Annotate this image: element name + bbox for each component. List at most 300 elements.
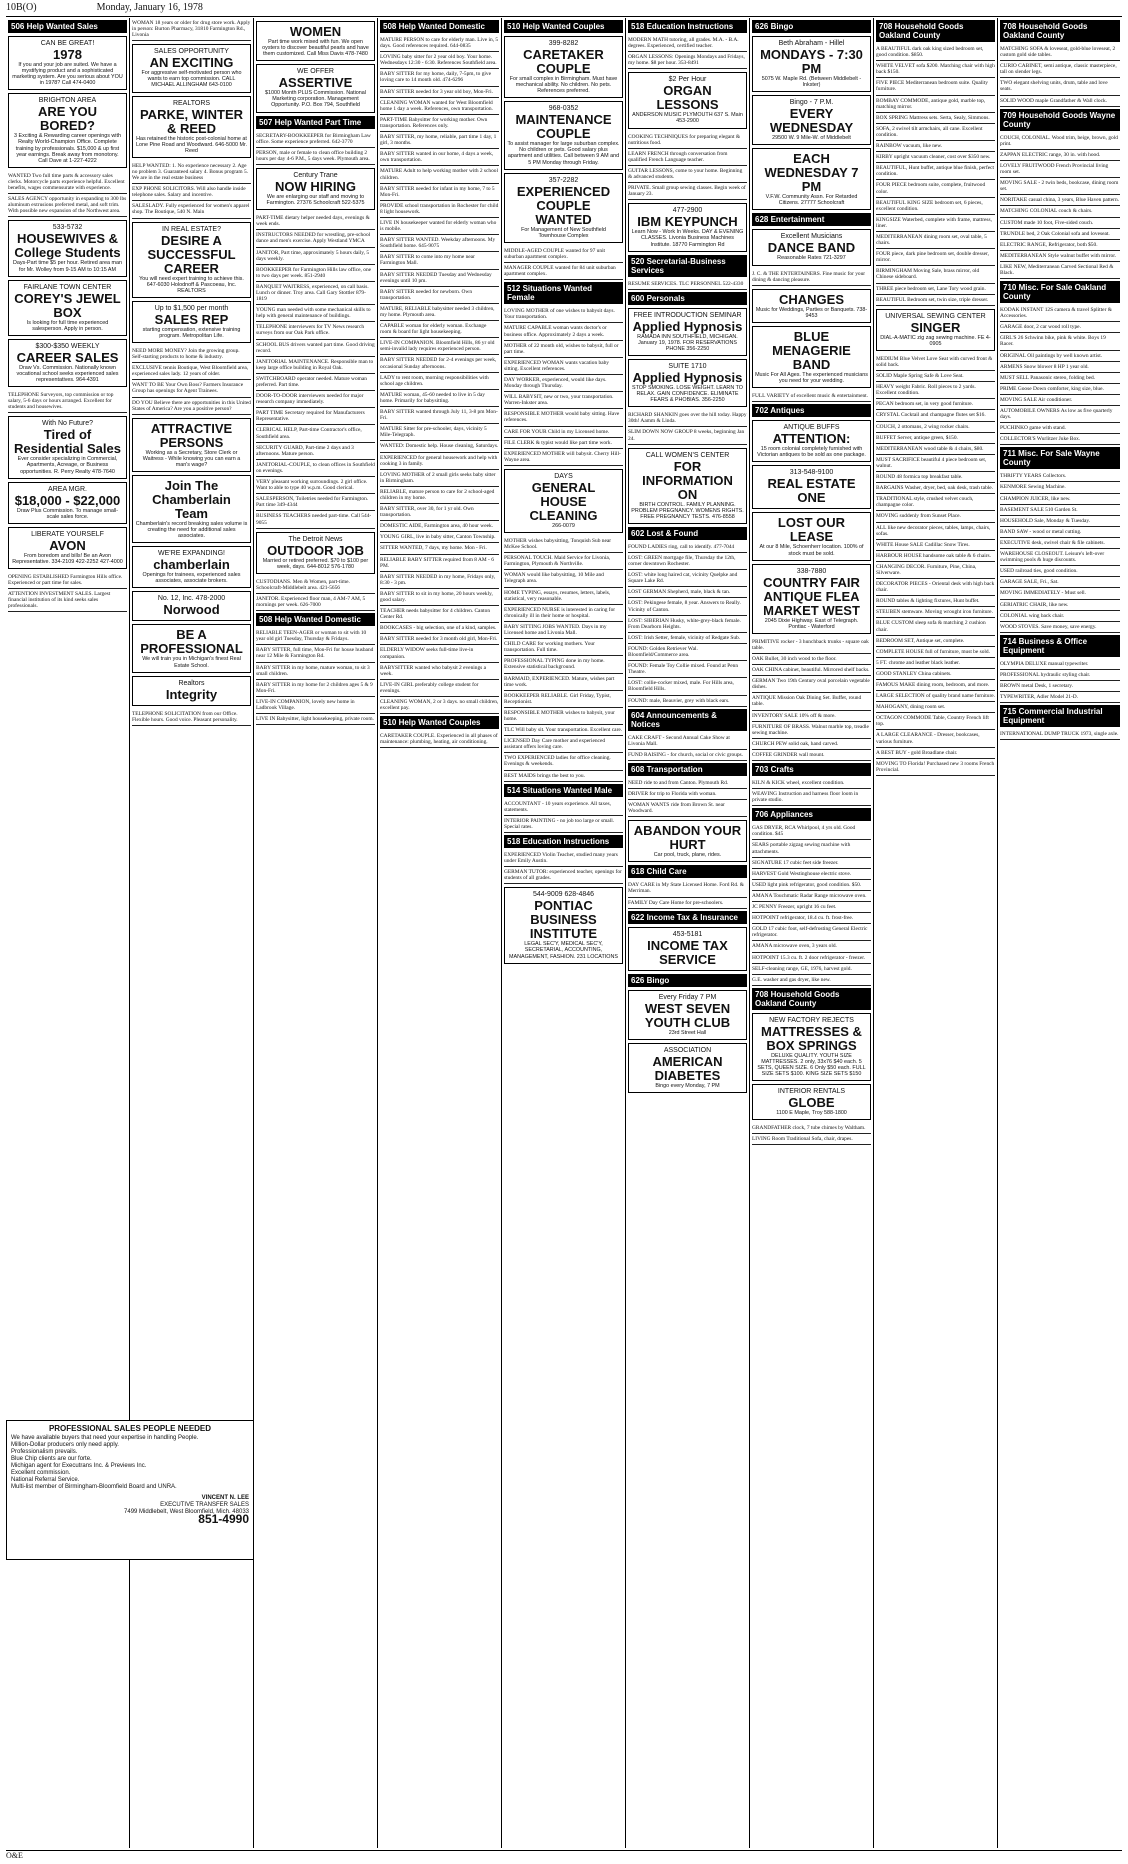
ad-text: LOVING MOTHER of 2 small girls seeks baby sitter in Birmingham. — [380, 471, 496, 484]
display-ad — [504, 101, 623, 169]
classified-ad — [876, 266, 995, 283]
section-header: 507 Help Wanted Part Time — [256, 116, 375, 129]
classified-ad — [628, 678, 747, 695]
ad-text: SALESLADY. Fully experienced for women's apparel shop. The Boutique, 540 N. Main — [132, 203, 250, 216]
classified-ad — [752, 1123, 871, 1134]
ad-text: HOTPOINT 15.3 cu. ft. 2 door refrigerator - freezer. — [752, 954, 866, 961]
classified-ad — [256, 511, 375, 528]
ad-text: EXECUTIVE desk, swivel chair & file cabinets. — [1000, 539, 1105, 546]
ad-text: FOUR piece, dark pine bedroom set, double dresser, mirror. — [876, 251, 989, 264]
ad-text: ROUND 48 formica top breakfast table. — [876, 474, 963, 481]
display-ad-subtitle: No. 12, Inc. 478-2000 — [157, 595, 226, 603]
classified-ad — [876, 647, 995, 658]
ad-text: LOST: Pekingese female, 8 year. Answers to Really. Vicinity of Canton. — [628, 600, 741, 613]
classified-ad — [876, 382, 995, 399]
ad-text: GOLD 17 cubic foot, self-defrosting General Electric refrigerator. — [752, 926, 868, 939]
display-ad — [628, 1043, 747, 1093]
classified-ad — [1000, 692, 1120, 703]
classified-ad — [256, 594, 375, 611]
display-ad-subtitle: REALTORS — [172, 99, 211, 107]
classified-ad — [628, 279, 747, 290]
classified-ad — [380, 87, 499, 98]
display-ad-body: V.F.W. Community Assn. For Retarded Citizens. 27777 Schoolcraft — [765, 194, 858, 207]
classified-ad — [752, 869, 871, 880]
ad-text: GIRL'S 26 Schwinn bike, pink & white. Boys 19 Racer. — [1000, 335, 1106, 348]
classified-ad — [8, 194, 127, 217]
classified-ad — [752, 891, 871, 902]
display-ad-body: Working as a Secretary, Store Clerk or Waitress - While knowing you can earn a man's wage? — [142, 449, 241, 468]
classified-ad — [256, 628, 375, 645]
display-ad-body: Draw Vs. Commission. Nationally known vocational school seeks experienced sales representatives. 964-4391 — [16, 364, 119, 383]
classified-ad — [1000, 161, 1120, 178]
classified-ad — [380, 218, 499, 235]
display-ad-title: ASSERTIVE — [278, 75, 353, 91]
display-ad — [256, 168, 375, 210]
ad-text: LEARN FRENCH through conversation from qualified French Language teacher. — [628, 150, 728, 163]
ad-text: G.E. washer and gas dryer, like new. — [752, 976, 831, 983]
classified-ad — [752, 880, 871, 891]
ad-text: PERSON, male or female to clean office building 2 hours per day 4-6 P.M., 5 days week. Plymouth area. — [256, 149, 370, 162]
display-ad-body: Has retained the historic post-colonial home at Lone Pine Road and Woodward. 646-5000 Mr. Reed — [135, 135, 248, 154]
ad-text: CARE FOR YOUR Child in my Licensed home. — [504, 428, 610, 435]
ad-text: ANTIQUE Mission Oak Dining Set. Buffet, round table. — [752, 695, 862, 708]
classified-ad — [752, 665, 871, 676]
classified-ad — [256, 714, 375, 725]
classified-ad — [1000, 395, 1120, 406]
display-ad-body: DELUXE QUALITY. YOUTH SIZE MATTRESSES. 2 only, 33x76 $40 each. 5 SETS, QUEEN SIZE. 6 Only $50 each. FULL SIZE SETS $100. KING SIZE SETS $150 — [757, 1052, 866, 1078]
section-header: 508 Help Wanted Domestic — [256, 613, 375, 626]
ad-text: SLIM DOWN NOW GROUP 8 weeks, beginning Jan 24. — [628, 429, 745, 442]
display-ad-title: Join The Chamberlain Team — [152, 478, 231, 521]
display-ad-body: Bingo every Monday, 7 PM — [655, 1082, 720, 1089]
ad-text: BABYSITTER wanted who babysit 2 evenings a week. — [380, 664, 487, 677]
ad-text: MANAGER COUPLE wanted for 84 unit suburban apartment complex. — [504, 265, 616, 278]
ad-text: MATURE Sitter for pre-schooler, days, vicinity 5 Mile-Telegraph. — [380, 426, 487, 439]
display-ad-body: You will need expert training to achieve this. 647-6030 Holodnoff & Pascoeau, Inc. REALTORS — [139, 275, 244, 294]
ad-text: TELEPHONE SOLICITATION from our Office. Flexible hours. Good voice. Pleasant personality. — [132, 710, 238, 723]
classified-ad — [1000, 494, 1120, 505]
classified-ad — [876, 607, 995, 618]
ad-text: HARVEST Gold Westinghouse electric stove. — [752, 870, 852, 877]
classified-ad — [1000, 549, 1120, 566]
display-ad — [628, 990, 747, 1040]
classified-ad — [628, 132, 747, 149]
classified-ad — [752, 789, 871, 806]
display-ad — [504, 36, 623, 98]
ad-text: PROVIDE school transportation in Rochester for child 8 light housework. — [380, 202, 499, 215]
section-header: 708 Household Goods Oakland County — [1000, 20, 1120, 42]
ad-text: BABY SITTER to sit in my home, 20 hours weekly, good salary. — [380, 590, 493, 603]
section-header: 708 Household Goods Oakland County — [876, 20, 995, 42]
display-ad — [628, 820, 747, 862]
ad-text: BABY SITTER, over 30, for 1 yr old. Own transportation. — [380, 506, 474, 519]
classified-ad — [876, 455, 995, 472]
classified-ad — [876, 483, 995, 494]
ad-text: WOOD STOVES. Save money, save energy. — [1000, 623, 1097, 630]
ad-text: LIVING Room Traditional Sofa, chair, drapes. — [752, 1136, 853, 1143]
ad-text: BEAUTIFUL KING SIZE bedroom set, 6 pieces, excellent condition. — [876, 199, 983, 212]
classified-ad — [1000, 384, 1120, 395]
section-header: 518 Education Instructions — [504, 835, 623, 848]
ad-bullet: Michigan agent for Executrans Inc. & Previews Inc. — [11, 1463, 147, 1469]
ad-text: FURNITURE OF BRASS. Walnut marble top, treadle sewing machine. — [752, 723, 869, 736]
display-ad — [132, 418, 251, 472]
display-ad-title: SINGER — [910, 319, 961, 335]
ad-text: MOTHER wishes babysitting, Tonquish Sub near McKee School. — [504, 538, 612, 551]
classified-ad — [1000, 305, 1120, 322]
classified-ad — [380, 606, 499, 623]
display-ad-subtitle: Bingo - 7 P.M. — [789, 99, 834, 107]
ad-text: BEDROOM SET, Antique set, complete. — [876, 637, 965, 644]
display-ad-title: DANCE BAND — [767, 240, 856, 256]
classified-ad — [1000, 611, 1120, 622]
ad-text: PRIMITIVE rocker - 3 hunchback trunks - square oak table. — [752, 638, 869, 651]
classified-ad — [504, 536, 623, 553]
classified-ad — [380, 355, 499, 372]
ad-text: EXPERIENCED WOMAN wants vacation baby sitting. Excellent references. — [504, 359, 610, 372]
classified-ad — [504, 656, 623, 673]
classified-ad — [132, 363, 251, 380]
section-header: 702 Antiques — [752, 404, 871, 417]
classified-ad — [628, 733, 747, 750]
ad-text: MUST SACRIFICE beautiful 4 piece bedroom set, walnut. — [876, 456, 987, 469]
section-header: 618 Child Care — [628, 865, 747, 878]
ad-text: MATURE CAPABLE woman wants doctor's or business office. Approximately 2 days a week. — [504, 325, 607, 338]
classified-ad — [380, 504, 499, 521]
display-ad-subtitle: CAN BE GREAT! — [40, 40, 95, 47]
display-ad-body: 15 room colonial completely furnished with Victorian antiques to be sold as one package. — [757, 446, 866, 459]
display-ad-subtitle: BRIGHTON AREA — [38, 97, 97, 105]
classified-ad — [876, 141, 995, 152]
display-ad — [752, 289, 871, 323]
classified-ad — [752, 902, 871, 913]
ad-text: A BEAUTIFUL dark oak king sized bedroom set, good condition. $850. — [876, 46, 984, 59]
classified-ad — [380, 663, 499, 680]
classified-ad — [628, 149, 747, 166]
display-ad-subtitle: 453-5181 — [672, 930, 703, 938]
ad-text: BOOKCASES - big selection, one of a kind, samples. — [380, 625, 497, 632]
classified-ad — [628, 898, 747, 909]
classified-ad — [876, 232, 995, 249]
ad-text: SOLID WOOD maple Grandfather & Wall clock. — [1000, 97, 1107, 104]
display-ad-title: WOMEN — [289, 24, 342, 39]
ad-text: CRYSTAL Cocktail and champagne flutes set $16. — [876, 412, 986, 419]
classified-ad — [256, 322, 375, 339]
classified-ad — [1000, 333, 1120, 350]
classified-ad — [132, 184, 251, 201]
ad-text: MIDDLE-AGED COUPLE wanted for 97 unit suburban apartment complex. — [504, 247, 606, 260]
display-ad-body: Car pool, truck, plane, rides. — [653, 852, 722, 859]
ad-text: INTERNATIONAL DUMP TRUCK 1973, single axle. — [1000, 731, 1119, 738]
ad-text: KENMORE Sewing Machine. — [1000, 484, 1066, 491]
ad-text: LOST: collie-cocker mixed, male. For Hills area, Bloomfield Hills. — [628, 680, 734, 693]
display-ad-body: Married or retired preferred. $70 to $100 per week, days. 644-8012 576-1780 — [262, 557, 369, 570]
display-ad-title: Applied Hypnosis — [632, 318, 743, 334]
section-header: 600 Personals — [628, 292, 747, 305]
classified-ad — [1000, 434, 1120, 445]
ad-text: BABY SITTER in my home, mature woman, to sit 3 small children. — [256, 664, 370, 677]
ad-text: TYPEWRITER, Adler Model 21-D. — [1000, 694, 1079, 701]
classified-ad — [1000, 206, 1120, 217]
classified-ad — [752, 722, 871, 739]
ad-text: HOUSEHOLD Sale, Monday & Tuesday. — [1000, 517, 1091, 524]
ad-text: LIVE IN Babysitter, light housekeeping, private room. — [256, 716, 374, 723]
display-ad-title: EACH WEDNESDAY 7 PM — [764, 151, 859, 195]
ad-text: MOTHER of 22 month old, wishes to babysit, full or part time. — [504, 342, 619, 355]
classified-ad — [504, 605, 623, 622]
classified-ad — [1000, 61, 1120, 78]
display-ad-subtitle: $300-$350 WEEKLY — [35, 342, 100, 350]
column-2 — [130, 18, 254, 1848]
column-9 — [998, 18, 1122, 1848]
classified-ad — [132, 380, 251, 397]
ad-text: BOMBAY COMMODE, antique gold, marble top, matching mirror. — [876, 97, 986, 110]
classified-ad — [876, 523, 995, 540]
ad-text: RAINBOW vacuum, like new. — [876, 143, 943, 150]
ad-text: LADY to rent room, morning responsibilities with school age children. — [380, 374, 489, 387]
ad-text: DECORATOR PIECES - Oriental desk with high back chair. — [876, 581, 995, 594]
display-ad-body: starting compensation, extensive training program. Metropolitan Life. — [142, 326, 241, 339]
ad-text: FOUR PIECE bedroom suite, complete, fruitwood color. — [876, 182, 986, 195]
ad-text: BAND SAW - wood or metal cutting. — [1000, 528, 1082, 535]
ad-text: HOME TYPING, essays, resumes, letters, labels, statistical, very reasonable. — [504, 589, 611, 602]
classified-ad — [628, 553, 747, 570]
ad-text: ATTENTION INVESTMENT SALES. Largest financial institution of its kind seeks sales professionals. — [8, 591, 111, 610]
classified-ad — [628, 410, 747, 427]
ad-text: TELEPHONE interviewers for TV News research surveys from our Oak Park office. — [256, 324, 365, 337]
display-ad-body: 29500 W. 9 Mile-W. of Middlebelt — [772, 135, 851, 142]
display-ad-subtitle: WE OFFER — [297, 68, 334, 76]
classified-ad — [1000, 178, 1120, 195]
display-ad-body: For small complex in Birmingham. Must have mechanical ability. No children. No pets. References preferred. — [509, 76, 618, 95]
section-header: 510 Help Wanted Couples — [504, 20, 623, 33]
display-ad — [752, 465, 871, 509]
ad-text: LIVE IN housekeeper wanted for elderly woman who is mobile. — [380, 219, 497, 233]
ad-text: WOMAN 18 years or older for drug store work. Apply in person: Burton Pharmacy, 31810 Farmington Rd., Livonia — [132, 20, 251, 39]
display-ad-subtitle: FREE INTRODUCTION SEMINAR — [633, 311, 742, 319]
classified-ad — [1000, 133, 1120, 150]
ad-text: SOLID Maple Spring Safe & Love Seat. — [876, 373, 964, 380]
display-ad-subtitle: 477-2900 — [672, 207, 703, 215]
ad-bullets — [11, 1435, 249, 1491]
section-header: 622 Income Tax & Insurance — [628, 911, 747, 924]
classified-ad — [504, 341, 623, 358]
ad-text: INTERIOR PAINTING - no job too large or small. Special rates. — [504, 817, 615, 830]
ad-text: LICENSED Day Care mother and experienced assistant offers loving care. — [504, 738, 606, 751]
footer — [6, 1850, 1122, 1863]
display-ad-title: OUTDOOR JOB — [267, 542, 364, 558]
ad-text: FOUND: Golden Retriever Wal. Bloomfield/Commerce area. — [628, 645, 698, 659]
page-number: 10B(O) — [6, 2, 37, 13]
display-ad-subtitle: The Detroit News — [288, 535, 343, 543]
ad-text: TELEPHONE Surveyors, top commission or top salary, 5-6 days or hours arranged. Excellent for students and housewives. — [8, 392, 114, 411]
display-ad — [752, 148, 871, 210]
classified-ad — [8, 589, 127, 612]
classified-ad — [380, 487, 499, 504]
classified-ad — [752, 913, 871, 924]
display-ad-body: For aggressive self-motivated person who wants to earn top commission. CALL MICHAEL ALLINGHAM 643-0100 — [141, 70, 242, 89]
classified-ad — [504, 588, 623, 605]
classified-ad — [380, 287, 499, 304]
classified-ad — [1000, 516, 1120, 527]
ad-text: TWO elegant shelving units, drum, table and love seats. — [1000, 80, 1108, 93]
ad-text: GERMAN Two 19th Century oval porcelain vegetable dishes. — [752, 678, 870, 691]
ad-text: ZAPPAN ELECTRIC range, 30 in. with hood. — [1000, 151, 1101, 158]
ad-bullet: National Referral Service. — [11, 1477, 80, 1483]
classified-ad — [628, 633, 747, 644]
classified-ad — [380, 35, 499, 52]
classified-ad — [752, 858, 871, 869]
display-ad — [8, 416, 127, 478]
ad-text: PROFESSIONAL TYPING done in my home. Extensive statistical background. — [504, 658, 605, 671]
ad-text: TRADITIONAL style, crushed velvet couch, champagne color. — [876, 496, 974, 509]
ad-text: LOST GERMAN Shepherd, male, black & tan. — [628, 589, 731, 596]
ad-text: ACCOUNTANT - 10 years experience. All taxes, statements. — [504, 800, 611, 813]
display-ad-body: We are enlarging our staff and moving to Farmington. 27376 Schoolcraft 522-5375 — [266, 193, 365, 207]
display-ad — [752, 326, 871, 388]
display-ad-title: NOW HIRING — [275, 178, 356, 194]
display-ad-body: Draw Plus Commission. To manage small-scale sales force. — [16, 507, 119, 520]
classified-ad — [1000, 681, 1120, 692]
section-header: 708 Household Goods Oakland County — [752, 988, 871, 1010]
ad-text: BABY SITTER needed for 3 month old girl, Mon-Fri. — [380, 636, 498, 643]
ad-text: BUSINESS TEACHERS needed part-time. Call 544-9055 — [256, 513, 372, 526]
display-ad-subtitle: $2 Per Hour — [668, 76, 707, 84]
classified-ad — [876, 180, 995, 197]
section-header: 703 Crafts — [752, 763, 871, 776]
section-header: 520 Secretarial-Business Services — [628, 255, 747, 277]
classified-ad — [1000, 229, 1120, 240]
display-ad-title: Integrity — [165, 686, 218, 702]
ad-text: ORIGINAL Oil paintings by well known artist. — [1000, 352, 1103, 359]
ad-text: LARGE SELECTION of quality brand name furniture. — [876, 693, 996, 700]
section-header: 706 Appliances — [752, 808, 871, 821]
ad-text: PART-TIME Babysitter for working mother. Own transportation. References only. — [380, 116, 488, 129]
display-ad — [752, 95, 871, 145]
classified-ad — [876, 579, 995, 596]
ad-contact: VINCENT N. LEE — [201, 1495, 249, 1501]
classified-ad — [380, 52, 499, 69]
display-ad-body: 1100 E Maple, Troy 588-1800 — [776, 1110, 847, 1117]
display-ad-subtitle: NEW FACTORY REJECTS — [769, 1016, 854, 1024]
classified-ad — [380, 521, 499, 532]
ad-text: FAMILY Day Care Home for pre-schoolers. — [628, 899, 724, 906]
ad-text: FILE CLERK & typist would like part time work. — [504, 439, 612, 446]
classified-ad — [380, 731, 499, 748]
classified-ad — [256, 248, 375, 265]
section-header: 715 Commercial Industrial Equipment — [1000, 705, 1120, 727]
display-ad-title: EXPERIENCED COUPLE WANTED — [516, 183, 611, 227]
classified-ad — [256, 645, 375, 662]
classified-ad — [1000, 527, 1120, 538]
ad-text: RESUME SERVICES. TLC PERSONNEL 522-4330 — [628, 280, 744, 287]
display-ad-subtitle: CALL WOMEN'S CENTER — [645, 451, 730, 459]
classified-ad — [1000, 240, 1120, 251]
display-ad-subtitle: 313-548-9100 — [789, 469, 834, 477]
classified-ad — [504, 409, 623, 426]
classified-ad — [628, 598, 747, 615]
classified-ad — [504, 867, 623, 884]
classified-ad — [876, 551, 995, 562]
classified-ad — [628, 789, 747, 800]
display-ad-title: COUNTRY FAIR ANTIQUE FLEA MARKET WEST — [763, 574, 860, 618]
display-ad — [132, 44, 251, 92]
display-ad-body: RAMADA INN SOUTHFIELD, MICHIGAN. January 19, 1978. FOR RESERVATIONS PHONE 356-2250 — [637, 333, 738, 352]
ad-text: TRUNDLE bed, 2 Oak Colonial sofa and loveseat. — [1000, 230, 1110, 237]
classified-ad — [876, 759, 995, 776]
ad-text: MEDITERRANEAN Style walnut buffet with mirror. — [1000, 252, 1117, 259]
classified-ad — [752, 693, 871, 710]
ad-text: MATCHING COLONIAL couch & chairs. — [1000, 208, 1093, 215]
classified-ad — [504, 323, 623, 340]
classified-ad — [752, 750, 871, 761]
ad-text: CHURCH PEW solid oak, hand carved. — [752, 740, 839, 747]
classified-ad — [8, 171, 127, 194]
classified-ad — [380, 184, 499, 201]
ad-text: USED light pink refrigerator, good condition. $50. — [752, 881, 862, 888]
classified-ad — [752, 778, 871, 789]
classified-ad — [380, 424, 499, 441]
ad-text: BARGAINS Washer, dryer, bed, oak desk, trash table. — [876, 485, 994, 492]
ad-text: BOOKKEEPER RELIABLE. Girl Friday, Typist, Receptionist. — [504, 692, 611, 705]
classified-ad — [752, 391, 871, 402]
section-header: 608 Transportation — [628, 763, 747, 776]
ad-text: LOVING baby sitter for 2 year old boy. Your home. Wednesdays 12:30 - 6:30. References Southfield area. — [380, 54, 497, 67]
ad-text: FOUND: Female Toy Collie mixed. Found at Penn Theatre. — [628, 663, 739, 676]
ad-text: INSTRUCTORS NEEDED for wrestling, pre-school dance and men's exercise. Apply Westland YMCA — [256, 232, 371, 245]
ad-text: CAKE CRAFT - Second Annual Cake Show at Livonia Mall. — [628, 734, 730, 747]
classified-ad — [504, 375, 623, 392]
classified-ad — [752, 654, 871, 665]
ad-text: KILN & KICK wheel, excellent condition. — [752, 780, 845, 786]
ad-text: BABY SITTER, full time, Mon-Fri for house husband near 12 Mile & Farmington Rd. — [256, 647, 374, 660]
ad-text: MATCHING SOFA & loveseat, gold-blue loveseat, 2 custom gold side tables. — [1000, 46, 1116, 59]
ad-text: CLERICAL HELP, Part-time Contractor's office, Southfield area. — [256, 427, 362, 440]
ad-text: BEAUTIFUL, Hunt buffet, antique blue finish, perfect condition. — [876, 165, 995, 178]
classified-ad — [876, 748, 995, 759]
section-mark: O&E — [6, 1851, 23, 1860]
ad-text: BEAUTIFUL Bedroom set, twin size, triple dresser. — [876, 296, 989, 303]
display-ad-title: DESIRE A SUCCESSFUL CAREER — [147, 232, 236, 276]
classified-ad — [380, 572, 499, 589]
classified-ad — [628, 644, 747, 661]
classified-ad — [256, 680, 375, 697]
display-ad-body: At our 8 Mile, Schoenherr location. 100% of stock must be sold. — [759, 544, 864, 557]
classified-ad — [504, 674, 623, 691]
classified-ad — [380, 645, 499, 662]
classified-ad — [132, 709, 251, 726]
ad-text: MATURE PERSON to care for elderly man. Live in, 5 days. Good references required. 644-0835 — [380, 37, 499, 50]
ad-text: ROUND tables & lighting fixtures, Hunt buffet. — [876, 598, 980, 605]
display-ad — [8, 482, 127, 524]
classified-ad — [380, 115, 499, 132]
column-6 — [626, 18, 750, 1848]
classified-ad — [256, 374, 375, 391]
ad-text: SECURITY GUARD, Part-time 2 days and 3 afternoons. Mature person. — [256, 444, 354, 457]
ad-text: GRANDFATHER clock, 7 tube chimes by Waltham. — [752, 1125, 866, 1132]
ad-text: AUTOMOBILE OWNERS As low as five quarterly days. — [1000, 408, 1113, 421]
classified-ad — [876, 562, 995, 579]
ad-text: RELIABLE BABY SITTER required from 8 AM - 6 PM. — [380, 556, 494, 569]
display-ad — [628, 359, 747, 407]
ad-text: STEUBEN stemware. Moving wrought iron furniture. — [876, 609, 993, 616]
classified-ad — [628, 661, 747, 678]
ad-text: WHITE VELVET sofa $200. Matching chair with high back $150. — [876, 63, 995, 76]
display-ad — [132, 591, 251, 621]
display-ad — [752, 1084, 871, 1120]
display-ad — [752, 229, 871, 265]
classified-ad — [628, 587, 747, 598]
